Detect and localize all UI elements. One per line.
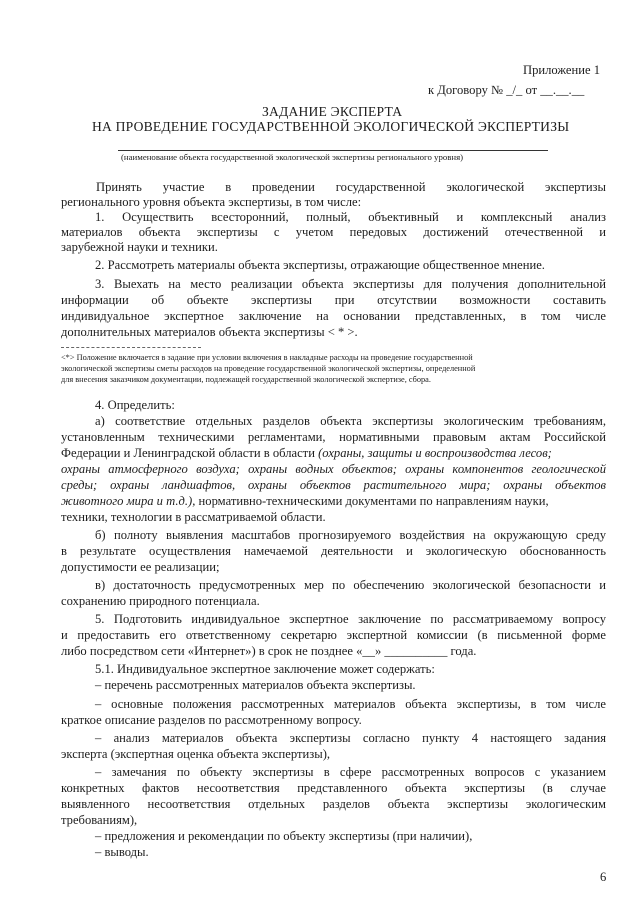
footnote-separator (61, 347, 201, 348)
bullet-item: – выводы. (95, 845, 149, 859)
item-4b-line: б) полноту выявления масштабов прогнозируемого воздействия на окружающую среду (95, 528, 606, 542)
intro-line: регионального уровня объекта экспертизы, в том числе: (61, 195, 362, 209)
item-4a-line: охраны атмосферного воздуха; охраны водных объектов; охраны компонентов геологической (61, 462, 606, 476)
bullet-item-line: – анализ материалов объекта экспертизы согласно пункту 4 настоящего задания (95, 731, 606, 745)
appendix-label: Приложение 1 (523, 63, 601, 77)
item-4a-line: а) соответствие отдельных разделов объекта экспертизы экологическим требованиям, (95, 414, 606, 428)
item-1-line: 1. Осуществить всесторонний, полный, объективный и комплексный анализ (95, 210, 606, 224)
bullet-item-line: – основные положения рассмотренных материалов объекта экспертизы, в том числе (95, 697, 606, 711)
bullet-item-line: эксперта (экспертная оценка объекта экспертизы), (61, 747, 331, 761)
item-3-line: индивидуальное экспертное заключение на основании представленных, в том числе (61, 309, 606, 323)
item-1-line: зарубежной науки и техники. (61, 240, 218, 254)
item-5-line: 5. Подготовить индивидуальное экспертное заключение по рассматриваемому вопросу (95, 612, 606, 626)
item-4a-line (61, 494, 549, 509)
page-number: 6 (600, 870, 607, 884)
footnote-line: экологической экспертизы сметы расходов на проведение государственной экологической экспертизы, определенной (61, 364, 476, 373)
item-5-line: и предоставить его ответственному секретарю экспертной комиссии (в письменной форме (61, 628, 606, 642)
item-4a-italic: (охраны, защиты и воспроизводства лесов; (318, 446, 552, 460)
item-2: 2. Рассмотреть материалы объекта экспертизы, отражающие общественное мнение. (95, 258, 545, 272)
item-4a-text: нормативно-техническими документами по направлениям науки, (195, 494, 549, 508)
item-4b-line: в результате осуществления намечаемой деятельности и экологическую обоснованность (61, 544, 606, 558)
page-subtitle: НА ПРОВЕДЕНИЕ ГОСУДАРСТВЕННОЙ ЭКОЛОГИЧЕСКОЙ ЭКСПЕРТИЗЫ (92, 119, 570, 134)
bullet-item: – перечень рассмотренных материалов объекта экспертизы. (95, 678, 416, 692)
object-name-caption: (наименование объекта государственной экологической экспертизы регионального уровня) (121, 152, 464, 162)
bullet-item-line: выявленного несоответствия отдельных разделов объекта экспертизы экологическим (61, 797, 606, 811)
page-title: ЗАДАНИЕ ЭКСПЕРТА (262, 104, 403, 119)
bullet-item: – предложения и рекомендации по объекту экспертизы (при наличии), (95, 829, 473, 843)
item-3-line: 3. Выехать на место реализации объекта экспертизы для получения дополнительной (95, 277, 606, 291)
item-4a-text: Федерации и Ленинградской области в области (61, 446, 319, 460)
intro-line: Принять участие в проведении государственной экологической экспертизы (96, 180, 606, 194)
bullet-item-line: – замечания по объекту экспертизы в сфере рассмотренных вопросов с указанием (95, 765, 606, 779)
item-1-line: материалов объекта экспертизы с учетом передовых достижений отечественной и (61, 225, 606, 239)
object-name-line (118, 150, 548, 151)
footnote-line: для внесения заказчиком документации, подлежащей государственной экологической экспертизе, сбора. (61, 375, 431, 384)
item-4a-line: техники, технологии в рассматриваемой области. (61, 510, 326, 524)
footnote-line: <*> Положение включается в задание при условии включения в накладные расходы на проведение государственной (61, 353, 473, 362)
item-4c-line: сохранению природного потенциала. (61, 594, 260, 608)
item-4a-italic: животного мира и т.д.), (61, 494, 196, 508)
bullet-item-line: конкретных фактов несоответствия представленного объекта экспертизы (в случае (61, 781, 606, 795)
item-4-heading: 4. Определить: (95, 398, 175, 412)
item-4a-line: среды; охраны ландшафтов, охраны объектов растительного мира; охраны объектов (61, 478, 606, 492)
item-5-1-heading: 5.1. Индивидуальное экспертное заключение может содержать: (95, 662, 435, 676)
bullet-item-line: краткое описание разделов по рассмотренному вопросу. (61, 713, 362, 727)
item-3-line: дополнительных материалов объекта экспертизы < * >. (61, 325, 358, 339)
item-4a-line: установленным техническими регламентами, нормативными правовым актам Российской (61, 430, 606, 444)
bullet-item-line: требованиям), (61, 813, 138, 827)
contract-reference: к Договору № _/_ от __.__.__ (428, 83, 585, 97)
item-5-line: либо посредством сети «Интернет») в срок не позднее «__» __________ года. (61, 644, 477, 658)
item-4c-line: в) достаточность предусмотренных мер по обеспечению экологической безопасности и (95, 578, 606, 592)
item-4a-line (61, 446, 552, 461)
item-3-line: информации об объекте экспертизы при отсутствии возможности составить (61, 293, 606, 307)
item-4b-line: допустимости ее реализации; (61, 560, 220, 574)
